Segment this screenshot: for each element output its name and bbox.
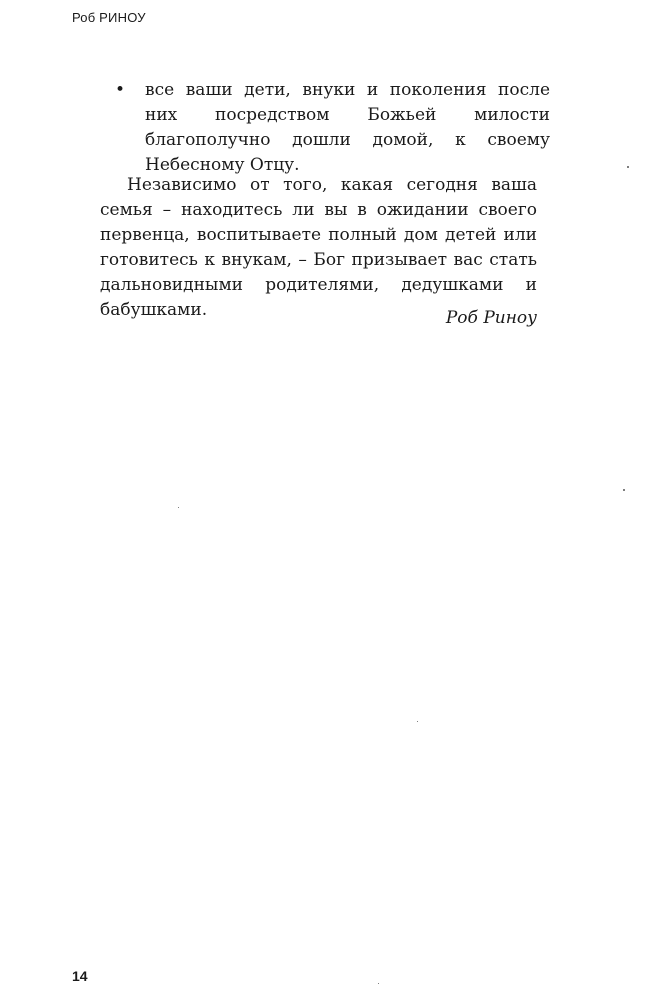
bullet-marker: • <box>114 80 126 100</box>
bullet-list-item <box>110 78 550 178</box>
bullet-text: все ваши дети, внуки и поколения после них посредством Божьей милости благополучно дошли домой, к своему Небесному Отцу. <box>145 80 550 175</box>
body-paragraph: Независимо от того, какая сегодня ваша семья – находитесь ли вы в ожидании своего первенца, воспитываете полный дом детей или готовитесь к внукам, – Бог призывает вас стать дальновидными родителями, дедушками и бабушками. <box>100 175 537 320</box>
scan-speck <box>378 983 379 984</box>
scan-speck <box>178 507 179 508</box>
scan-speck <box>627 166 629 168</box>
page-number: 14 <box>72 968 88 984</box>
scan-speck <box>417 721 418 722</box>
running-head-title: Роб РИНОУ <box>72 10 146 25</box>
author-signature: Роб Риноу <box>445 308 537 328</box>
scan-speck <box>623 489 625 491</box>
